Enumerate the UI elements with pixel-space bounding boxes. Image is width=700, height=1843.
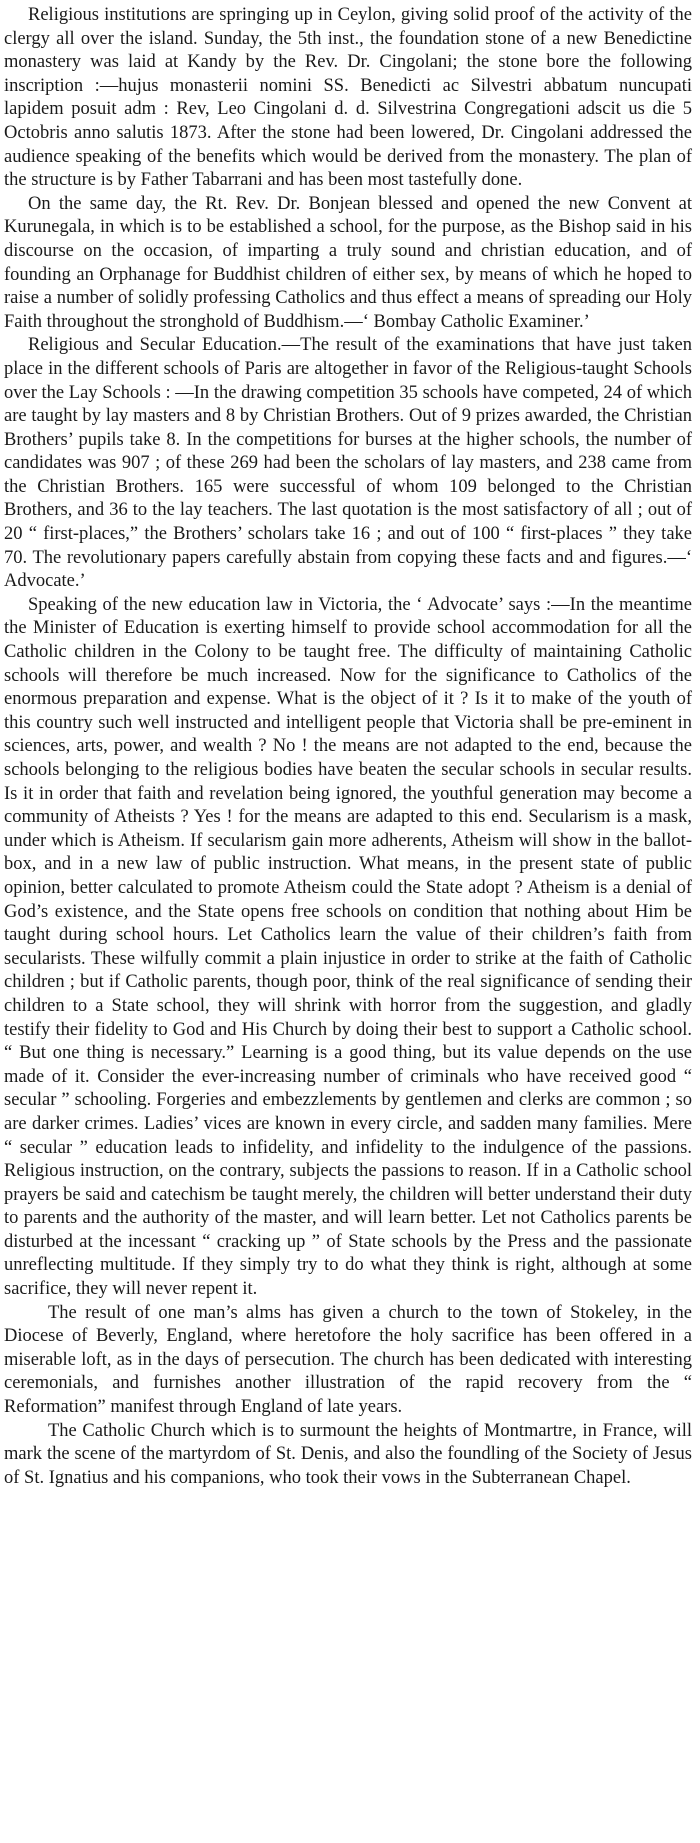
paragraph-religious-secular-education: Religious and Secular Education.—The result of the examinations that have just taken place in the different schools of Paris are altogether in favor of the Religious-taught Schools over the Lay Schools : —In the drawing competition 35 schools have competed, 24 of which are taught by lay masters and 8 by Christian Brothers. Out of 9 prizes awarded, the Christian Brothers’ pupils take 8. In the competitions for burses at the higher schools, the number of candidates was 907 ; of these 269 had been the scholars of lay masters, and 238 came from the Christian Brothers. 165 were successful of whom 109 belonged to the Christian Brothers, and 36 to the lay teachers. The last quotation is the most satisfactory of all ; out of 20 “ first-places,” the Brothers’ scholars take 16 ; and out of 100 “ first-places ” they take 70. The revolutionary papers carefully abstain from copying these facts and and figures.—‘ Advocate.’ xyxy=(4,335,692,592)
paragraph-stokeley-church: The result of one man’s alms has given a church to the town of Stokeley, in the Diocese of Beverly, England, where heretofore the holy sacrifice has been offered in a miserable loft, as in the days of persecution. The church has been dedicated with interesting ceremonials, and furnishes another illustration of the rapid recovery from the “ Reformation” manifest through England of late years. xyxy=(4,1302,692,1418)
paragraph-kurunegala-convent: On the same day, the Rt. Rev. Dr. Bonjean blessed and opened the new Convent at Kurunegala, in which is to be established a school, for the purpose, as the Bishop said in his discourse on the occasion, of imparting a truly sound and christian education, and of founding an Orphanage for Buddhist children of either sex, by means of which he hoped to raise a number of solidly professing Catholics and thus effect a means of spreading our Holy Faith throughout the stronghold of Buddhism.—‘ Bombay Catholic Examiner.’ xyxy=(4,193,692,332)
paragraph-ceylon-monastery: Religious institutions are springing up in Ceylon, giving solid proof of the activity of the clergy all over the island. Sunday, the 5th inst., the foundation stone of a new Benedictine monastery was laid at Kandy by the Rev. Dr. Cingolani; the stone bore the following inscription :—hujus monasterii nomini SS. Benedicti ac Silvestri abbatum nuncupati lapidem posuit adm : Rev, Leo Cingolani d. d. Silvestrina Congregationi adscit us die 5 Octobris anno salutis 1873. After the stone had been lowered, Dr. Cingolani addressed the audience speaking of the benefits which would be derived from the monastery. The plan of the structure is by Father Tabarrani and has been most tastefully done. xyxy=(4,5,692,191)
paragraph-montmartre-church: The Catholic Church which is to surmount the heights of Montmartre, in France, will mark the scene of the martyrdom of St. Denis, and also the foundling of the Society of Jesus of St. Ignatius and his companions, who took their vows in the Subterranean Chapel. xyxy=(4,1420,692,1488)
paragraph-victoria-education-law: Speaking of the new education law in Victoria, the ‘ Advocate’ says :—In the meantime the Minister of Education is exerting himself to provide school accommodation for all the Catholic children in the Colony to be taught free. The difficulty of maintaining Catholic schools will therefore be much increased. Now for the significance to Catholics of the enormous preparation and expense. What is the object of it ? Is it to make of the youth of this country such well instructed and intelligent people that Victoria shall be pre-eminent in sciences, arts, power, and wealth ? No ! the means are not adapted to the end, because the schools belonging to the religious bodies have beaten the secular schools in secular results. Is it in order that faith and revelation being ignored, the youthful generation may become a community of Atheists ? Yes ! for the means are adapted to this end. Secularism is a mask, under which is Atheism. If secularism gain more adherents, Atheism will show in the ballot-box, and in a new law of public instruction. What means, in the present state of public opinion, better calculated to promote Atheism could the State adopt ? Atheism is a denial of God’s existence, and the State opens free schools on condition that nothing about Him be taught during school hours. Let Catholics learn the value of their children’s faith from secularists. These wilfully commit a plain injustice in order to strike at the faith of Catholic children ; but if Catholic parents, though poor, think of the real significance of sending their children to a State school, they will shrink with horror from the suggestion, and gladly testify their fidelity to God and His Church by doing their best to support a Catholic school. “ But one thing is necessary.” Learning is a good thing, but its value depends on the use made of it. Consider the ever-increasing number of criminals who have received good “ secular ” schooling. Forgeries and embezzlements by gentlemen and clerks are common ; so are darker crimes. Ladies’ vices are known in every circle, and sadden many families. Mere “ secular ” education leads to infidelity, and infidelity to the indulgence of the passions. Religious instruction, on the contrary, subjects the passions to reason. If in a Catholic school prayers be said and catechism be taught merely, the children will better understand their duty to parents and the authority of the master, and will learn better. Let not Catholics parents be disturbed at the incessant “ cracking up ” of State schools by the Press and the passionate unreflecting multitude. If they simply try to do what they think is right, although at some sacrifice, they will never repent it. xyxy=(4,594,692,1300)
